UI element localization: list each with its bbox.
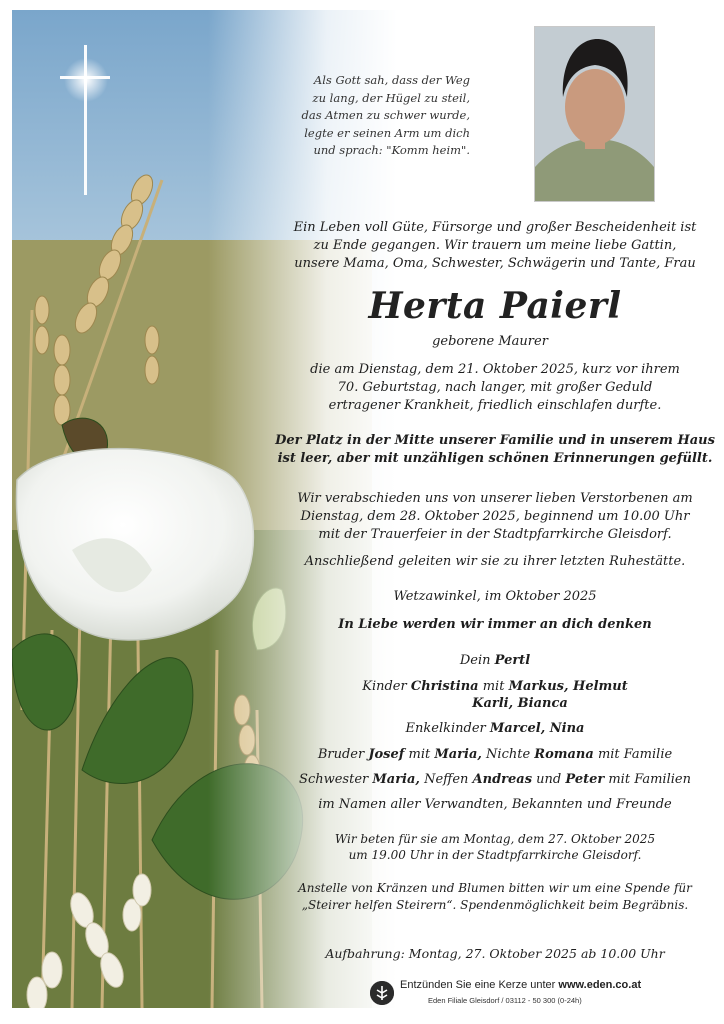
death-notice: [275, 361, 715, 415]
farewell-line: Wir verabschieden uns von unserer lieben Verstorbenen am: [297, 491, 693, 506]
prayer-line: um 19.00 Uhr in der Stadtpfarrkirche Gleisdorf.: [348, 848, 642, 862]
label-text: Kinder: [362, 679, 411, 694]
child-name: Markus, Helmut: [508, 679, 628, 694]
portrait-illustration: [535, 27, 654, 201]
poem-line: legte er seinen Arm um dich: [304, 125, 470, 140]
label-text: mit Familie: [593, 747, 673, 762]
label-text: mit: [404, 747, 435, 762]
quote-line: ist leer, aber mit unzähligen schönen Erinnerungen gefüllt.: [277, 451, 713, 466]
donation-line: „Steirer helfen Steirern“. Spendenmöglichkeit beim Begräbnis.: [301, 898, 689, 912]
family-sister: [275, 771, 715, 789]
family-brother: [275, 746, 715, 764]
poem-line: zu lang, der Hügel zu steil,: [312, 90, 470, 105]
poem: [290, 72, 470, 160]
prayer-line: Wir beten für sie am Montag, dem 27. Oktober 2025: [334, 832, 656, 846]
death-line: 70. Geburtstag, nach langer, mit großer Geduld: [337, 380, 653, 395]
burial-text: Anschließend geleiten wir sie zu ihrer letzten Ruhestätte.: [304, 554, 686, 569]
prayer-text: [275, 831, 715, 863]
label-text: Nichte: [481, 747, 535, 762]
label-text: mit Familien: [604, 772, 691, 787]
label-text: Entzünden Sie eine Kerze unter: [400, 979, 559, 991]
donation-line: Anstelle von Kränzen und Blumen bitten wir um eine Spende für: [298, 881, 692, 895]
eden-url-link[interactable]: www.eden.co.at: [558, 979, 642, 991]
portrait-photo: [534, 26, 655, 202]
sister-in-law-name: Maria,: [434, 747, 482, 762]
farewell-line: Dienstag, dem 28. Oktober 2025, beginnend um 10.00 Uhr: [300, 509, 690, 524]
sister-name: Maria,: [372, 772, 420, 787]
family-children: [275, 678, 715, 696]
child-name: Christina: [410, 679, 479, 694]
family-children-2: [420, 695, 620, 713]
brother-name: Josef: [368, 747, 405, 762]
quote-line: Der Platz in der Mitte unserer Familie und in unserem Haus: [275, 433, 715, 448]
label-text: und: [532, 772, 566, 787]
niece-name: Romana: [534, 747, 594, 762]
maiden-name: geborene Maurer: [432, 334, 548, 349]
label-text: Schwester: [299, 772, 373, 787]
family-quote: [275, 432, 715, 468]
intro-text: [275, 219, 715, 273]
farewell-line: mit der Trauerfeier in der Stadtpfarrkirche Gleisdorf.: [318, 527, 672, 542]
eden-logo-shape: [370, 981, 394, 1005]
death-line: ertragener Krankheit, friedlich einschlafen durfte.: [328, 398, 662, 413]
motto: In Liebe werden wir immer an dich denken: [338, 617, 652, 632]
funeral-home-footer: [370, 977, 690, 1011]
poem-line: das Atmen zu schwer wurde,: [301, 108, 470, 122]
eden-logo-icon: [370, 981, 394, 1005]
grandchild-names: Marcel, Nina: [489, 721, 585, 736]
label-text: Bruder: [317, 747, 369, 762]
branch-info: Eden Filiale Gleisdorf / 03112 - 50 300 (0-24h): [428, 996, 582, 1005]
label-text: Dein: [459, 653, 495, 668]
candle-link-text: [400, 979, 641, 991]
label-text: mit: [478, 679, 509, 694]
label-text: Neffen: [419, 772, 473, 787]
poem-line: Als Gott sah, dass der Weg: [313, 73, 470, 87]
family-husband: [275, 652, 715, 670]
farewell-text: [275, 490, 715, 544]
viewing-text: Aufbahrung: Montag, 27. Oktober 2025 ab 10.00 Uhr: [325, 946, 665, 961]
family-grandchildren: [275, 720, 715, 738]
label-text: Enkelkinder: [405, 721, 490, 736]
death-line: die am Dienstag, dem 21. Oktober 2025, kurz vor ihrem: [310, 362, 680, 377]
child-name: Karli, Bianca: [472, 696, 568, 711]
donation-text: [275, 880, 715, 914]
family-all: im Namen aller Verwandten, Bekannten und Freunde: [318, 797, 672, 812]
intro-line: zu Ende gegangen. Wir trauern um meine liebe Gattin,: [313, 238, 677, 253]
intro-line: unsere Mama, Oma, Schwester, Schwägerin und Tante, Frau: [294, 256, 696, 271]
poem-line: und sprach: "Komm heim".: [313, 143, 470, 157]
deceased-name: Herta Paierl: [368, 285, 622, 327]
nephew-name: Peter: [565, 772, 605, 787]
husband-name: Pertl: [494, 653, 531, 668]
place-date: Wetzawinkel, im Oktober 2025: [393, 589, 597, 604]
nephew-name: Andreas: [472, 772, 533, 787]
intro-line: Ein Leben voll Güte, Fürsorge und großer Bescheidenheit ist: [293, 220, 697, 235]
